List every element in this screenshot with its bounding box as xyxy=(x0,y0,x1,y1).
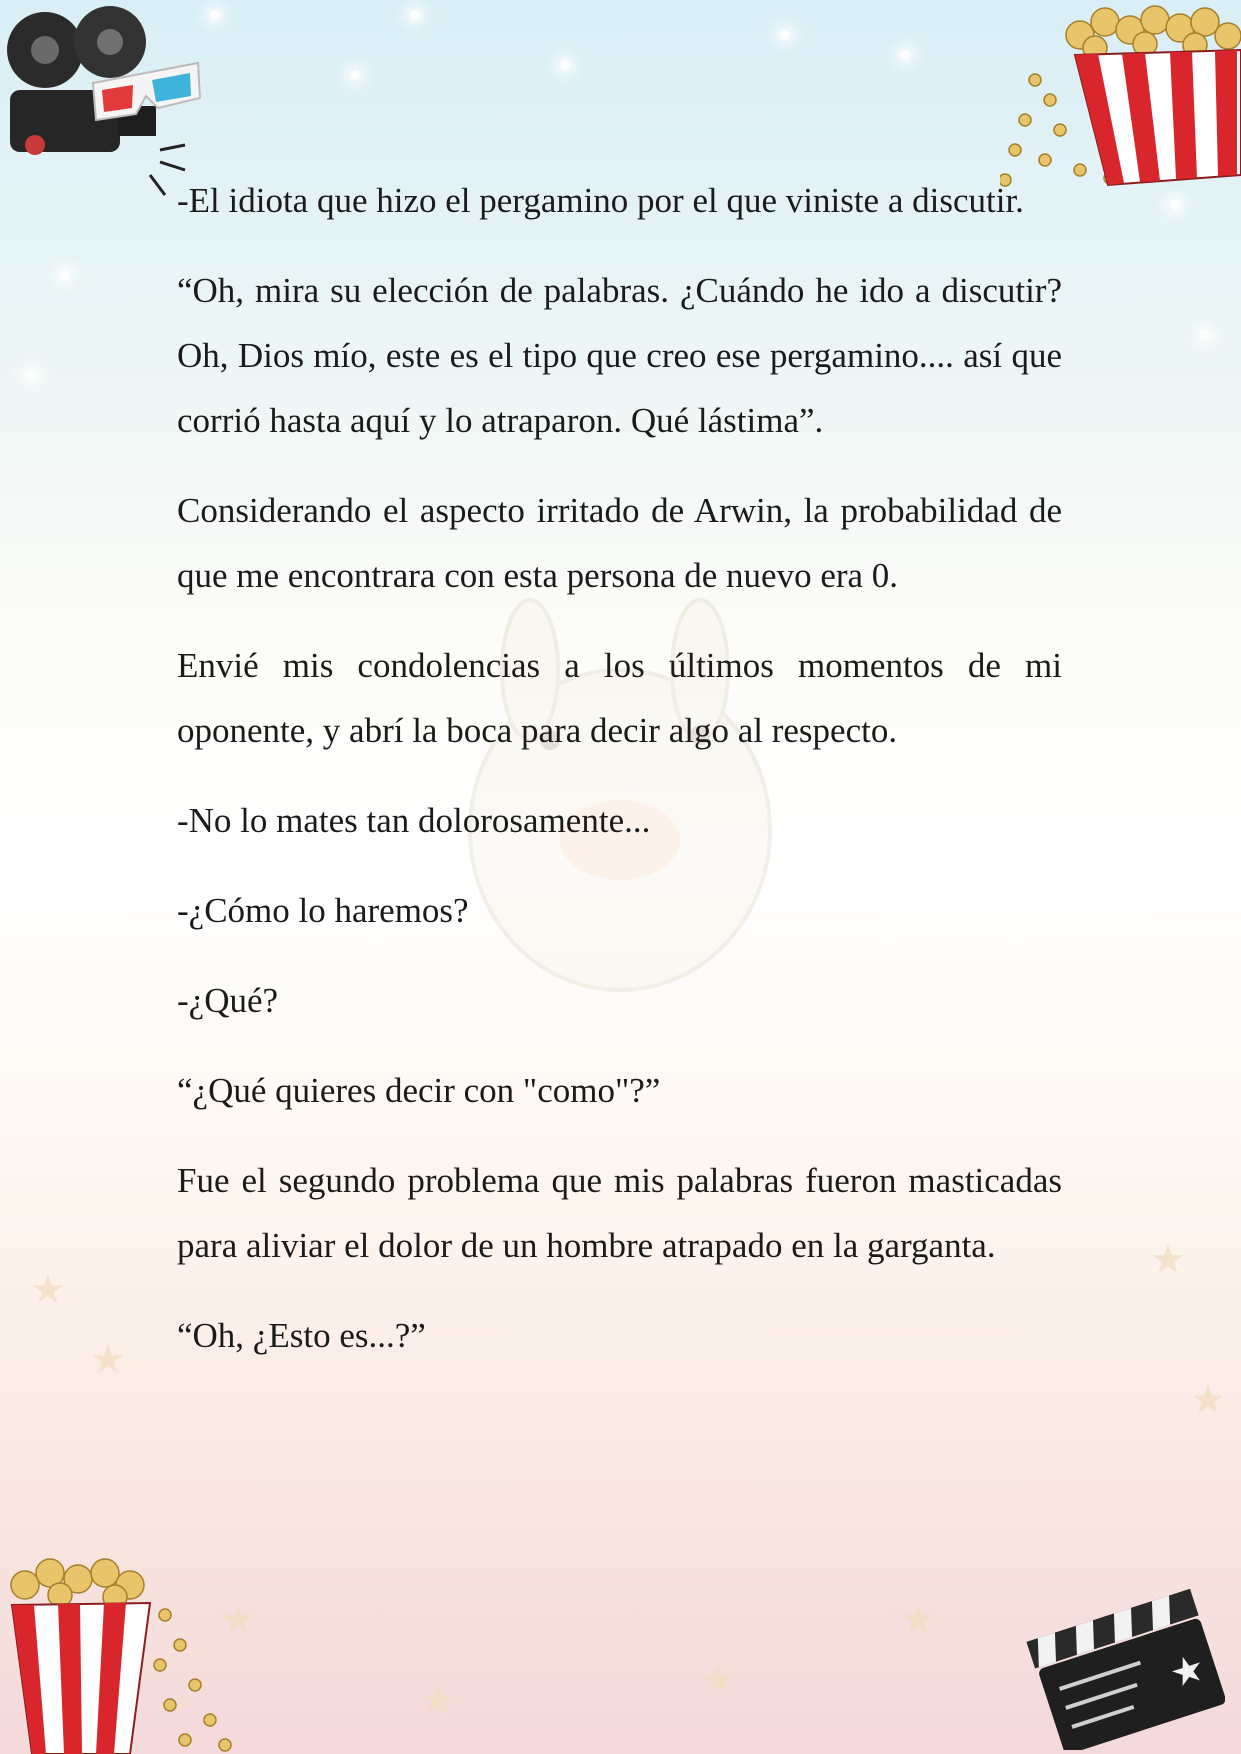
paragraph: “¿Qué quieres decir con "como"?” xyxy=(177,1071,661,1110)
sparkle xyxy=(210,10,220,20)
paragraph: Fue el segundo problema que mis palabras fueron masticadas para aliviar el dolor de un hombre atrapado en la garganta. xyxy=(177,1161,1062,1265)
paragraph: -No lo mates tan dolorosamente... xyxy=(177,801,651,840)
sparkle xyxy=(60,270,70,280)
paragraph: “Oh, ¿Esto es...?” xyxy=(177,1316,426,1355)
sparkle xyxy=(1200,330,1210,340)
sparkle xyxy=(410,10,420,20)
paragraph: Envié mis condolencias a los últimos momentos de mi oponente, y abrí la boca para decir algo al respecto. xyxy=(177,646,1062,750)
paragraph: “Oh, mira su elección de palabras. ¿Cuándo he ido a discutir? Oh, Dios mío, este es el tipo que creo ese pergamino.... así que corrió hasta aquí y lo atraparon. Qué lástima”. xyxy=(177,271,1062,440)
sparkle xyxy=(900,50,910,60)
sparkle xyxy=(350,70,360,80)
star: ★ xyxy=(90,1337,126,1383)
star: ★ xyxy=(420,1677,456,1723)
paragraph: -El idiota que hizo el pergamino por el que viniste a discutir. xyxy=(177,181,1024,220)
clapperboard-icon xyxy=(1010,1575,1225,1750)
svg-text:★: ★ xyxy=(1164,1644,1211,1697)
sparkle xyxy=(1170,200,1180,210)
3d-glasses-icon xyxy=(88,58,203,130)
sparkle xyxy=(25,370,35,380)
star: ★ xyxy=(700,1657,736,1703)
paragraph: Considerando el aspecto irritado de Arwin, la probabilidad de que me encontrara con esta persona de nuevo era 0. xyxy=(177,491,1062,595)
popcorn-bucket-icon xyxy=(1000,0,1241,195)
star: ★ xyxy=(220,1597,256,1643)
sparkle xyxy=(560,60,570,70)
paragraph: -¿Qué? xyxy=(177,981,279,1020)
sparkle xyxy=(780,30,790,40)
popcorn-bucket-icon xyxy=(0,1555,240,1754)
document-body xyxy=(177,168,1062,1393)
star: ★ xyxy=(30,1267,66,1313)
star: ★ xyxy=(900,1597,936,1643)
paragraph: -¿Cómo lo haremos? xyxy=(177,891,469,930)
star: ★ xyxy=(1150,1237,1186,1283)
star: ★ xyxy=(1190,1377,1226,1423)
